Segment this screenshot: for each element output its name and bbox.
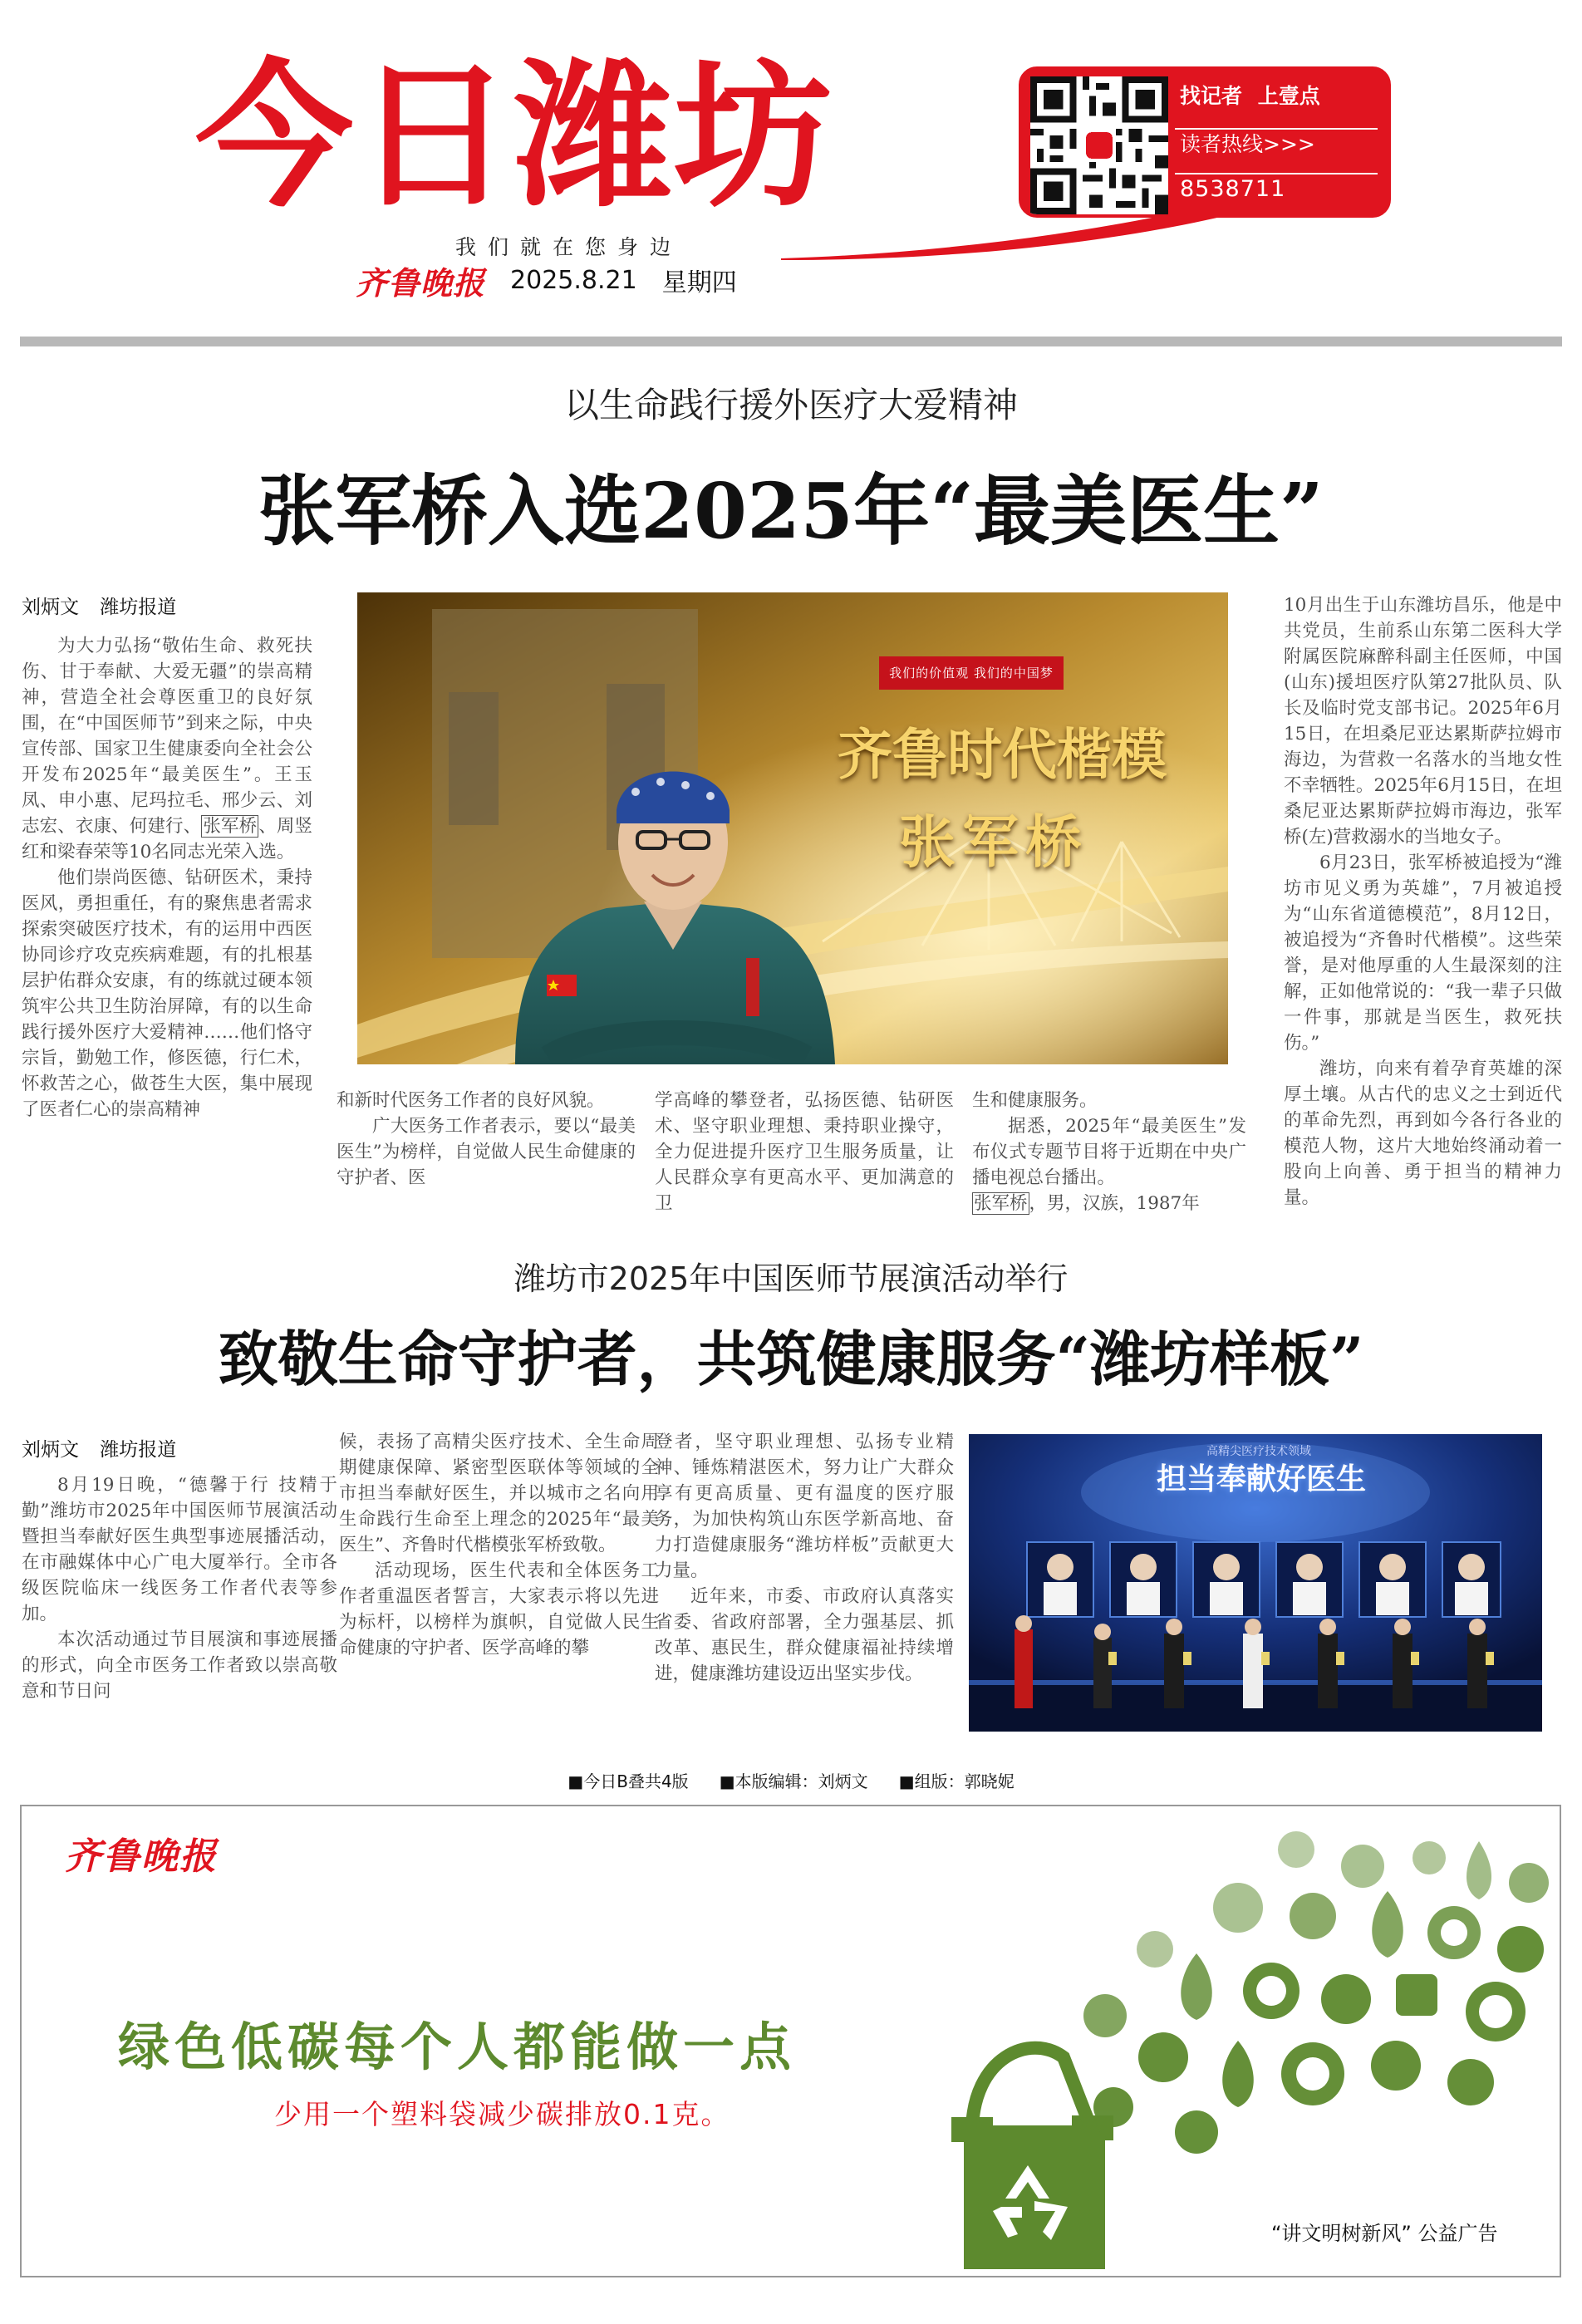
story2-column-1 <box>22 1472 337 1738</box>
contact-box <box>1019 66 1391 218</box>
article-paragraph: 他们崇尚医德、钻研医术，秉持医风，勇担重任，有的聚焦患者需求探索突破医疗技术，有的运用中西医协同诊疗攻克疾病难题，有的扎根基层护佑群众安康，有的练就过硬本领筑牢公共卫生防治屏障，有的以生命践行援外医疗大爱精神……他们恪守宗旨，勤勉工作，修医德，行仁术，怀救苦之心，做苍生大医，集中展现了医者仁心的崇高精神 <box>22 867 312 1120</box>
contact-reporter-label: 找记者 上壹点 <box>1180 84 1320 108</box>
article-paragraph: 张军桥，男，汉族，1987年 <box>974 1193 1200 1214</box>
issue-weekday: 星期四 <box>661 268 737 297</box>
story2-column-3 <box>655 1429 954 1738</box>
article-paragraph: 为大力弘扬“敬佑生命、救死扶伤、甘于奉献、大爱无疆”的崇高精神，营造全社会尊医重卫的良好氛围，在“中国医师节”到来之际，中央宣传部、国家卫生健康委向全社会公开发布2025年“最美医生”。王玉凤、申小惠、尼玛拉毛、邢少云、刘志宏、衣康、何建行、张军桥、周竖红和梁春荣等10名同志光荣入选。 <box>22 636 312 862</box>
article-paragraph: 潍坊，向来有着孕育英雄的深厚土壤。从古代的忠义之士到近代的革命先烈，再到如今各行各业的模范人物，这片大地始终涌动着一股向上向善、勇于担当的精神力量。 <box>1284 1059 1562 1208</box>
ad-headline: 绿色低碳每个人都能做一点 <box>118 2017 797 2077</box>
photo2-title: 担当奉献好医生 <box>1156 1462 1366 1496</box>
story1-column-2 <box>337 1088 636 1217</box>
contact-text <box>1180 73 1379 202</box>
article-paragraph: 10月出生于山东潍坊昌乐，他是中共党员，生前系山东第二医科大学附属医院麻醉科副主任医师，中国(山东)援坦医疗队第27批队员、队长及临时党支部书记。2025年6月15日，在坦桑尼亚达累斯萨拉姆市海边，为营救一名落水的当地女性不幸牺牲。2025年6月15日，在坦桑尼亚达累斯萨拉姆市海边，张军桥(左)营救溺水的当地女子。 <box>1284 595 1562 848</box>
article-paragraph: 学高峰的攀登者，弘扬医德、钻研医术、坚守职业理想、秉持职业操守，全力促进提升医疗卫生服务质量，让人民群众享有更高水平、更加满意的卫 <box>655 1090 954 1214</box>
story1-kicker: 以生命践行援外医疗大爱精神 <box>563 385 1018 425</box>
article-paragraph: 和新时代医务工作者的良好风貌。 <box>337 1090 605 1111</box>
masthead-slogan: 我们就在您身边 <box>455 235 683 259</box>
article-paragraph: 登者，坚守职业理想、弘扬专业精神、锤炼精湛医术，努力让广大群众享有更高质量、更有温度的医疗服务，为加快构筑山东医学新高地、奋力打造健康服务“潍坊样板”贡献更大力量。 <box>655 1432 954 1581</box>
article-paragraph: 活动现场，医生代表和全体医务工作者重温医者誓言，大家表示将以先进为标杆，以榜样为旗帜，自觉做人民生命健康的守护者、医学高峰的攀 <box>339 1560 659 1658</box>
story1-headline: 张军桥入选2025年“最美医生” <box>258 466 1324 556</box>
story1-column-4 <box>972 1088 1246 1217</box>
credit-editor: ■本版编辑：刘炳文 <box>719 1771 868 1791</box>
credit-pages: ■今日B叠共4版 <box>567 1771 689 1791</box>
masthead-title: 今日潍坊 <box>195 45 834 228</box>
highlighted-name: 张军桥 <box>203 816 258 837</box>
paper-logo: 齐鲁晚报 <box>356 263 486 302</box>
story2-byline: 刘炳文 潍坊报道 <box>22 1439 177 1461</box>
masthead-rule <box>20 337 1562 346</box>
contact-hotline-number: 8538711 <box>1180 176 1286 202</box>
highlighted-name: 张军桥 <box>974 1193 1028 1214</box>
page-credits <box>0 1768 1582 1792</box>
credit-layout: ■组版：郭晓妮 <box>898 1771 1015 1791</box>
article-paragraph: 据悉，2025年“最美医生”发布仪式专题节目将于近期在中央广播电视总台播出。 <box>972 1116 1246 1188</box>
ad-subline: 少用一个塑料袋减少碳排放0.1克。 <box>274 2098 730 2130</box>
story1-column-3 <box>655 1088 954 1217</box>
story2-headline: 致敬生命守护者，共筑健康服务“潍坊样板” <box>218 1324 1364 1394</box>
story1-column-5 <box>1284 592 1562 1217</box>
article-paragraph: 生和健康服务。 <box>972 1090 1098 1111</box>
photo2-caption-small: 高精尖医疗技术领域 <box>1206 1445 1311 1458</box>
article-paragraph: 8月19日晚，“德馨于行 技精于勤”潍坊市2025年中国医师节展演活动暨担当奉献好医生典型事迹展播活动，在市融媒体中心广电大厦举行。全市各级医院临床一线医务工作者代表等参加。 <box>22 1475 337 1624</box>
story1-byline: 刘炳文 潍坊报道 <box>22 597 177 618</box>
ad-green-icons-art <box>947 1808 1558 2273</box>
article-paragraph: 近年来，市委、市政府认真落实省委、省政府部署，全力强基层、抓改革、惠民生，群众健康福祉持续增进，健康潍坊建设迈出坚实步伐。 <box>655 1586 954 1684</box>
qr-code-icon[interactable] <box>1030 76 1168 214</box>
ad-paper-logo: 齐鲁晚报 <box>65 1835 218 1878</box>
article-paragraph: 6月23日，张军桥被追授为“潍坊市见义勇为英雄”，7月被追授为“山东省道德模范”，8月12日，被追授为“齐鲁时代楷模”。这些荣誉，是对他厚重的人生最深刻的注解，正如他常说的：“我一辈子只做一件事，那就是当医生，救死扶伤。” <box>1284 852 1562 1054</box>
photo1-title: 齐鲁时代楷模 <box>838 723 1167 787</box>
article-paragraph: 广大医务工作者表示，要以“最美医生”为榜样，自觉做人民生命健康的守护者、医 <box>337 1116 636 1188</box>
photo1-tag: 我们的价值观 我们的中国梦 <box>879 656 1064 690</box>
photo1-name: 张军桥 <box>899 810 1089 876</box>
issue-date: 2025.8.21 <box>510 265 637 295</box>
dateline <box>356 259 737 301</box>
story1-column-1 <box>22 633 312 1217</box>
article-paragraph: 本次活动通过节目展演和事迹展播的形式，向全市医务工作者致以崇高敬意和节日问 <box>22 1629 337 1702</box>
ad-signature: “讲文明树新风” 公益广告 <box>1271 2222 1498 2245</box>
contact-hotline-label: 读者热线>>> <box>1180 132 1315 156</box>
story2-column-2 <box>339 1429 659 1738</box>
story2-kicker: 潍坊市2025年中国医师节展演活动举行 <box>513 1260 1069 1297</box>
article-paragraph: 候，表扬了高精尖医疗技术、全生命周期健康保障、紧密型医联体等领域的全市担当奉献好医生，并以城市之名向用生命践行生命至上理念的2025年“最美医生”、齐鲁时代楷模张军桥致敬。 <box>339 1432 659 1555</box>
